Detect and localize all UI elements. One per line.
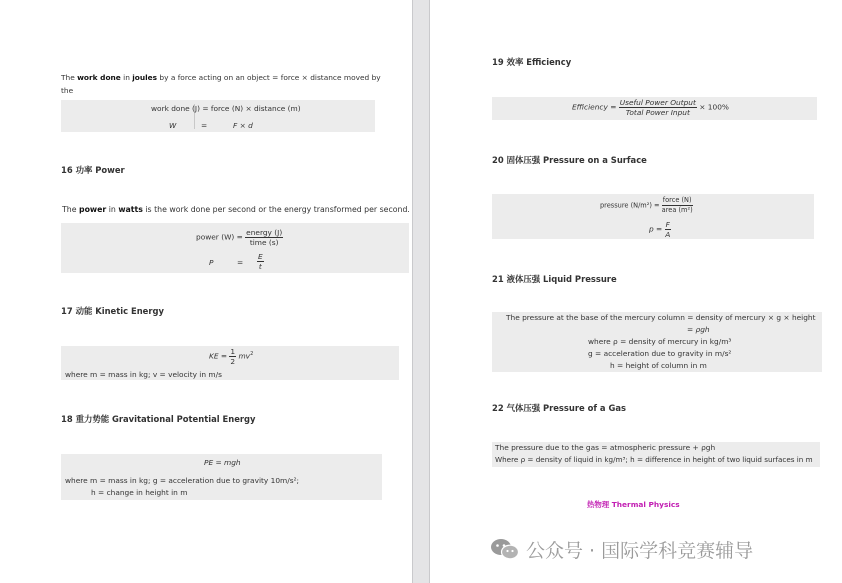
ke-num: 1 (230, 347, 236, 356)
power-equation-words (196, 228, 283, 247)
term-watts: watts (118, 205, 143, 214)
pressure-formula-box (492, 194, 814, 239)
efficiency-lhs: Efficiency = (572, 102, 617, 112)
power-t: t (258, 262, 262, 271)
liquid-heading: 21 液体压强 Liquid Pressure (492, 274, 617, 284)
page-gutter (412, 0, 430, 583)
work-symbol-rhs: F × d (233, 121, 253, 130)
ke-where: where m = mass in kg; v = velocity in m/s (65, 370, 222, 379)
ke-sup: 2 (250, 351, 254, 358)
liquid-line-5: h = height of column in m (610, 361, 707, 370)
efficiency-formula-box (492, 97, 817, 120)
liquid-line-2: = ρgh (687, 325, 710, 334)
efficiency-fraction (619, 98, 697, 117)
ke-heading: 17 动能 Kinetic Energy (61, 306, 164, 316)
efficiency-denominator: Total Power Input (625, 108, 690, 117)
text: The (61, 73, 78, 82)
work-formula-box (61, 100, 375, 132)
pressure-f: F (665, 220, 670, 229)
term-joules: joules (132, 73, 158, 82)
ke-equation (209, 347, 253, 366)
watermark (490, 536, 753, 566)
work-symbol-equals: = (201, 121, 208, 130)
power-fraction (245, 228, 283, 247)
pressure-a: A (665, 230, 671, 239)
power-denominator: time (s) (249, 238, 279, 247)
term-work-done: work done (77, 73, 121, 82)
ke-formula-box (61, 346, 399, 380)
pressure-equation-words (600, 196, 693, 215)
power-symbol-p: P (209, 258, 214, 267)
gpe-heading: 18 重力势能 Gravitational Potential Energy (61, 414, 256, 424)
gpe-where-1: where m = mass in kg; g = acceleration due to gravity 10m/s²; (65, 476, 300, 485)
liquid-formula-box (492, 312, 822, 372)
gpe-equation: PE = mgh (204, 458, 241, 467)
efficiency-rhs: × 100% (699, 102, 729, 112)
left-page (0, 0, 412, 583)
gas-formula-box (492, 442, 820, 467)
watermark-text: 公众号 · 国际学科竞赛辅导 (526, 540, 754, 562)
ke-lhs: KE = (209, 351, 228, 361)
gas-line-2: Where ρ = density of liquid in kg/m³; h = difference in height of two liquid surfaces in m (495, 455, 813, 464)
ke-half (229, 347, 236, 366)
pressure-symbol-p: p = (649, 224, 663, 234)
pressure-symbol-frac (665, 220, 671, 239)
pressure-denominator: area (m²) (661, 206, 693, 214)
efficiency-numerator: Useful Power Output (619, 98, 696, 107)
ke-den: 2 (230, 357, 236, 366)
pressure-heading: 20 固体压强 Pressure on a Surface (492, 155, 647, 165)
power-numerator: energy (J) (246, 228, 283, 237)
liquid-line-3: where ρ = density of mercury in kg/m³ (588, 337, 732, 346)
power-heading: 16 功率 Power (61, 165, 125, 175)
text: is the work done per second or the energy transformed per second. (142, 205, 410, 214)
power-symbol-fraction (257, 252, 264, 271)
power-e: E (258, 252, 263, 261)
power-formula-box (61, 223, 409, 273)
efficiency-equation (572, 98, 729, 117)
power-symbol-frac (257, 252, 264, 271)
text: The (62, 205, 79, 214)
right-page (430, 0, 842, 583)
pressure-symbol-equation (649, 220, 671, 239)
text: in (120, 73, 133, 82)
pressure-lhs: pressure (N/m²) = (600, 201, 660, 210)
pressure-numerator: force (N) (662, 196, 692, 204)
liquid-line-1: The pressure at the base of the mercury column = density of mercury × g × height (506, 313, 816, 322)
chapter-footer: 热物理 Thermal Physics (587, 500, 680, 509)
power-intro (62, 203, 412, 216)
gas-heading: 22 气体压强 Pressure of a Gas (492, 403, 626, 413)
work-equation-words: work done (J) = force (N) × distance (m) (151, 104, 301, 113)
wechat-icon (490, 537, 520, 566)
text: in (106, 205, 119, 214)
term-power: power (78, 205, 107, 214)
ke-rhs: mv (238, 351, 251, 361)
gpe-where-2: h = change in height in m (91, 488, 188, 497)
liquid-line-4: g = acceleration due to gravity in m/s² (588, 349, 732, 358)
gpe-formula-box (61, 454, 382, 500)
pressure-fraction (662, 196, 693, 215)
gas-line-1: The pressure due to the gas = atmospheric pressure + ρgh (495, 443, 716, 452)
work-symbol-w: W (169, 121, 177, 130)
power-symbol-equals: = (237, 258, 244, 267)
power-lhs: power (W) = (196, 232, 243, 242)
efficiency-heading: 19 效率 Efficiency (492, 57, 572, 67)
text: by a force acting on an object = force × distance moved by the (61, 73, 381, 95)
